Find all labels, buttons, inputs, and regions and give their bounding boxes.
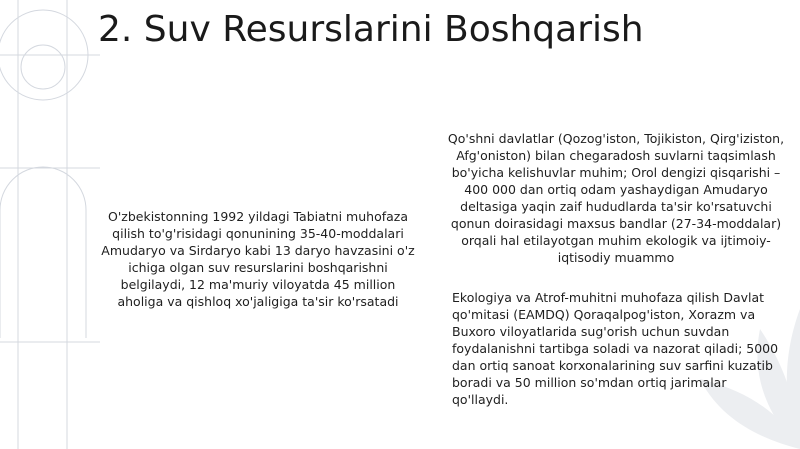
decorative-line-art xyxy=(0,0,100,449)
slide-title: 2. Suv Resurslarini Boshqarish xyxy=(98,9,644,50)
right-paragraph-bottom: Ekologiya va Atrof-muhitni muhofaza qilish Davlat qo'mitasi (EAMDQ) Qoraqalpog'iston, Xorazm va Buxoro viloyatlarida sug'orish uchun suvdan foydalanishni tartibga soladi va nazorat qiladi; 5000 dan ortiq sanoat korxonalarining suv sarfini kuzatib boradi va 50 million so'mdan ortiq jarimalar qo'llaydi. xyxy=(452,290,779,407)
left-paragraph: O'zbekistonning 1992 yildagi Tabiatni muhofaza qilish to'g'risidagi qonunining 35-40-moddalari Amudaryo va Sirdaryo kabi 13 daryo havzasini o'z ichiga olgan suv resurslarini boshqarishni belgilaydi, 12 ma'muriy viloyatda 45 million aholiga va qishloq xo'jaligiga ta'sir ko'rsatadi xyxy=(101,209,415,309)
right-paragraph-top: Qo'shni davlatlar (Qozog'iston, Tojikiston, Qirg'iziston, Afg'oniston) bilan chegaradosh suvlarni taqsimlash bo'yicha kelishuvlar muhim; Orol dengizi qisqarishi – 400 000 dan ortiq odam yashaydigan Amudaryo deltasiga yaqin zaif hududlarda ta'sir ko'rsatuvchi qonun doirasidagi maxsus bandlar (27-34-moddalar) orqali hal etilayotgan muhim ekologik va ijtimoiy-iqtisodiy muammo xyxy=(447,131,785,265)
